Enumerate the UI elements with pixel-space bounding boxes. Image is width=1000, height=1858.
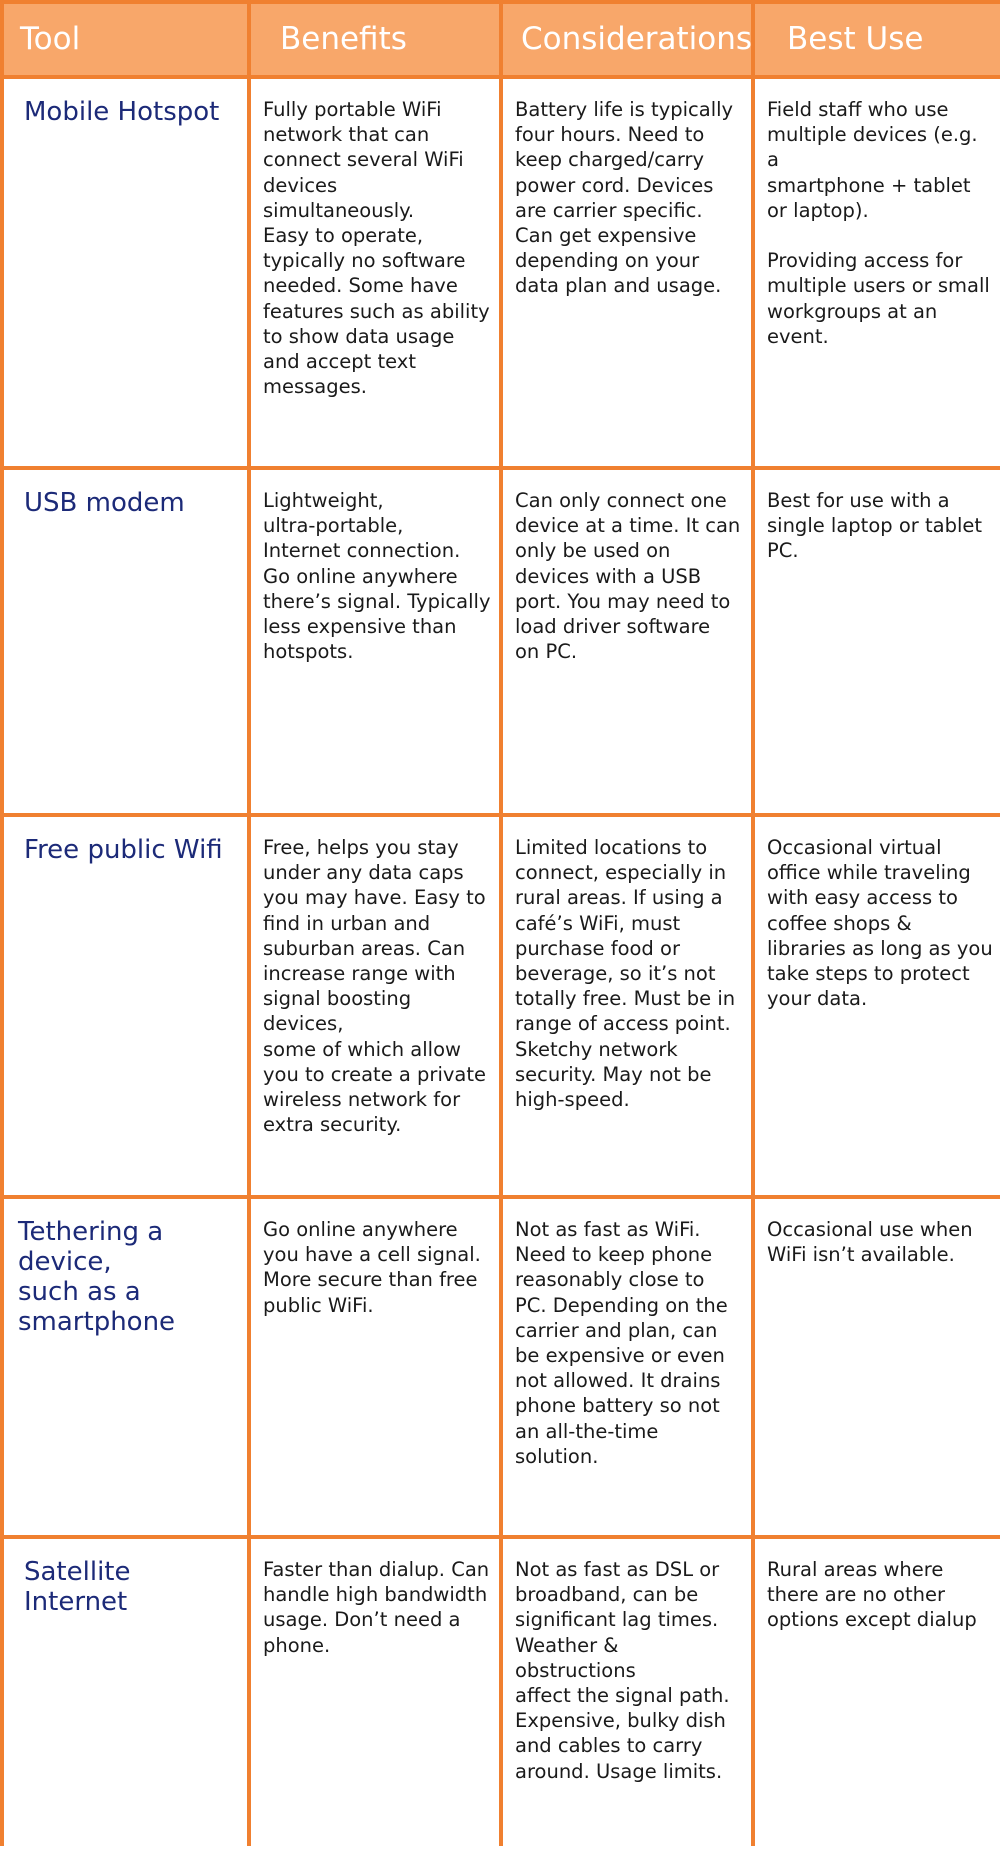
considerations-cell: Not as fast as DSL or broadband, can be significant lag times. Weather & obstructions affect the signal path. Expensive, bulky dish and cables to carry around. Usage limits. [503,1539,751,1858]
tool-cell: Mobile Hotspot [4,79,247,466]
best-use-cell: Occasional use when WiFi isn’t available. [755,1199,1000,1535]
tool-cell: Tethering a device, such as a smartphone [4,1199,247,1535]
benefits-cell: Free, helps you stay under any data caps you may have. Easy to find in urban and suburban areas. Can increase range with signal boosting devices, some of which allow you to create a private wireless network for extra security. [251,817,499,1195]
header-considerations: Considerations [503,4,751,75]
best-use-cell: Best for use with a single laptop or tablet PC. [755,470,1000,813]
tool-cell: Free public Wifi [4,817,247,1195]
header-benefits: Benefits [251,4,499,75]
header-tool: Tool [4,4,247,75]
benefits-cell: Fully portable WiFi network that can connect several WiFi devices simultaneously. Easy to operate, typically no software needed. Some have features such as ability to show data usage and accept text messages. [251,79,499,466]
header-best-use: Best Use [755,4,1000,75]
best-use-cell: Occasional virtual office while traveling with easy access to coffee shops & libraries as long as you take steps to protect your data. [755,817,1000,1195]
tool-cell: Satellite Internet [4,1539,247,1858]
best-use-cell: Rural areas where there are no other options except dialup [755,1539,1000,1858]
benefits-cell: Go online anywhere you have a cell signal. More secure than free public WiFi. [251,1199,499,1535]
best-use-cell: Field staff who use multiple devices (e.g. a smartphone + tablet or laptop). Providing access for multiple users or small workgroups at an event. [755,79,1000,466]
considerations-cell: Not as fast as WiFi. Need to keep phone reasonably close to PC. Depending on the carrier and plan, can be expensive or even not allowed. It drains phone battery so not an all-the-time solution. [503,1199,751,1535]
considerations-cell: Limited locations to connect, especially in rural areas. If using a café’s WiFi, must purchase food or beverage, so it’s not totally free. Must be in range of access point. Sketchy network security. May not be high-speed. [503,817,751,1195]
considerations-cell: Can only connect one device at a time. It can only be used on devices with a USB port. You may need to load driver software on PC. [503,470,751,813]
tool-cell: USB modem [4,470,247,813]
considerations-cell: Battery life is typically four hours. Need to keep charged/carry power cord. Devices are carrier specific. Can get expensive depending on your data plan and usage. [503,79,751,466]
benefits-cell: Faster than dialup. Can handle high bandwidth usage. Don’t need a phone. [251,1539,499,1858]
benefits-cell: Lightweight, ultra-portable, Internet connection. Go online anywhere there’s signal. Typically less expensive than hotspots. [251,470,499,813]
